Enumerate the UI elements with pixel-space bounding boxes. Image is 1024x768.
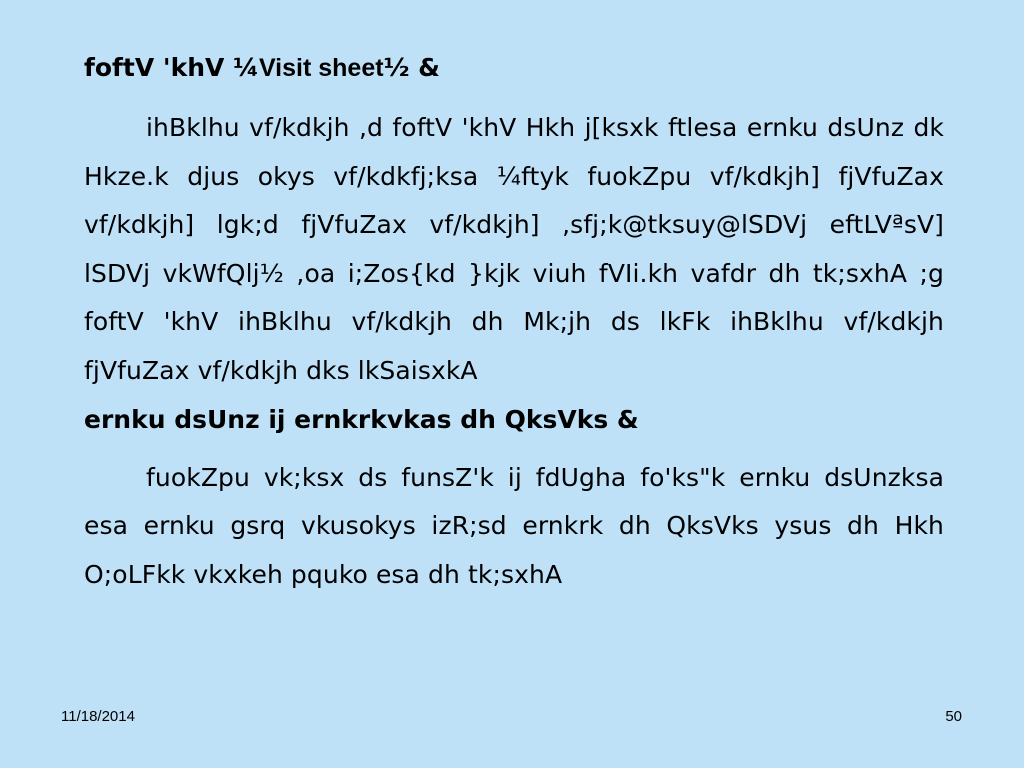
heading-suffix: ½ & <box>383 53 440 82</box>
paragraph-visit-sheet: ihBklhu vf/kdkjh ,d foftV 'khV Hkh j[ksxk ftlesa ernku dsUnz dk Hkze.k djus okys vf/kdkfj;ksa ¼ftyk fuokZpu vf/kdkjh] fjVfuZax vf/kdkjh] lgk;d fjVfuZax vf/kdkjh] ,sfj;k@tksuy@lSDVj eftLVªsV] lSDVj vkWfQlj½ ,oa i;Zos{kd }kjk viuh fVIi.kh vafdr dh tk;sxhA ;g foftV 'khV ihBklhu vf/kdkjh dh Mk;jh ds lkFk ihBklhu vf/kdkjh fjVfuZax vf/kdkjh dks lkSaisxkA <box>84 113 944 385</box>
paragraph-voter-photo: fuokZpu vk;ksx ds funsZ'k ij fdUgha fo'ks"k ernku dsUnzksa esa ernku gsrq vkusokys izR;sd ernkrk dh QksVks ysus dh Hkh O;oLFkk vkxkeh pquko esa dh tk;sxhA <box>84 462 944 589</box>
slide-content <box>84 46 944 599</box>
heading-prefix: foftV 'khV ¼ <box>84 53 259 82</box>
section-heading-visit-sheet <box>84 46 944 90</box>
footer-date: 11/18/2014 <box>61 708 135 725</box>
section-heading-voter-photo: ernku dsUnz ij ernkrkvkas dh QksVks & <box>84 404 639 434</box>
page-number: 50 <box>945 708 962 725</box>
heading-latin-term: Visit sheet <box>258 54 384 82</box>
